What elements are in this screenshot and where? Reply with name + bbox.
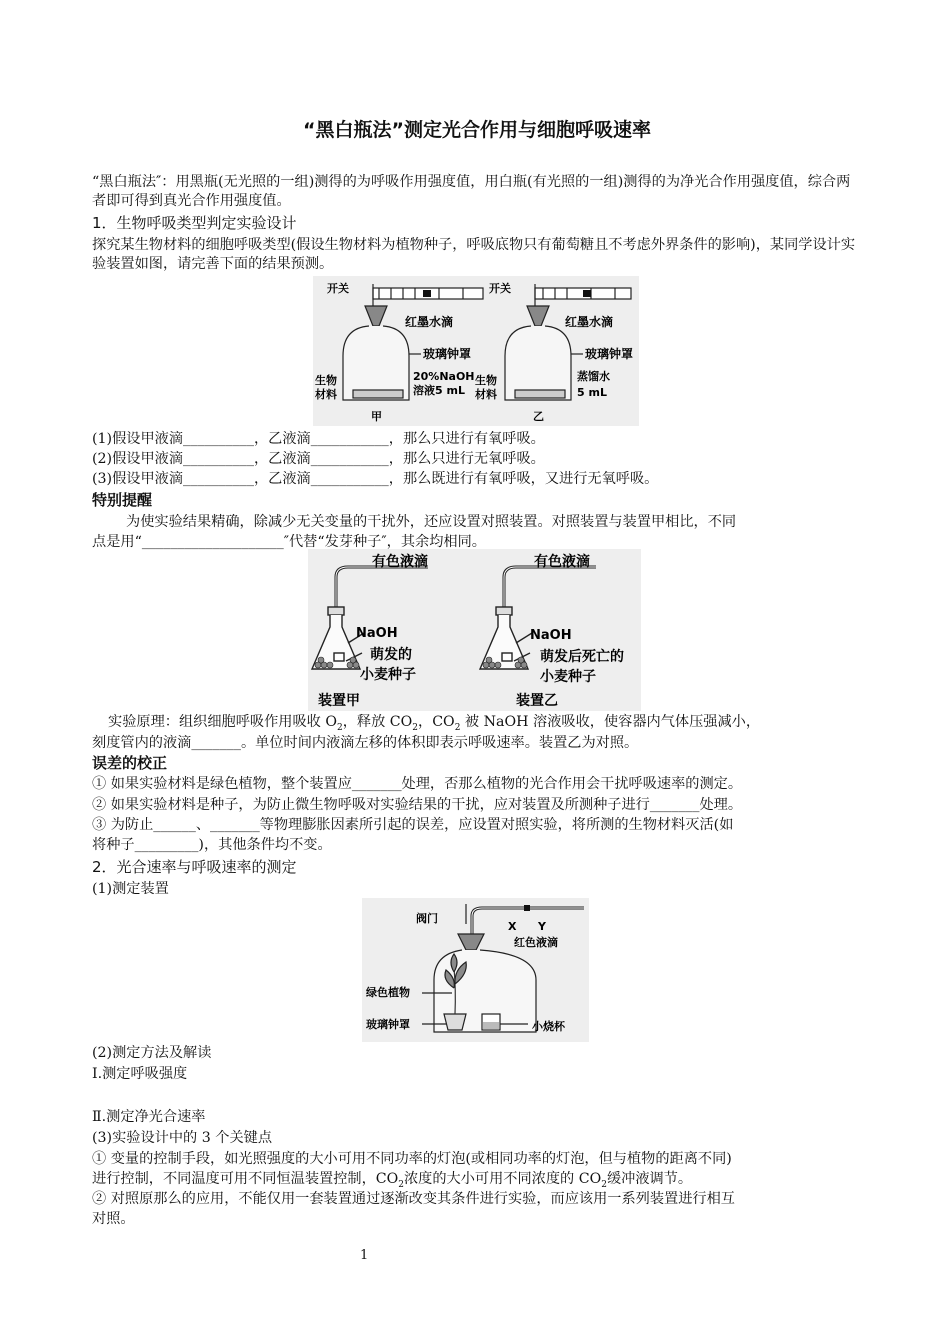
colored-drop-label-jia: 有色液滴 bbox=[372, 554, 428, 570]
error-item-3b: 将种子_________)，其他条件均不变。 bbox=[92, 837, 332, 853]
section2-heading: 2．光合速率与呼吸速率的测定 bbox=[92, 858, 297, 876]
principle-line-2: 刻度管内的液滴_______。单位时间内液滴左移的体积即表示呼吸速率。装置乙为对照。 bbox=[92, 735, 639, 751]
red-drop-label-jia: 红墨水滴 bbox=[405, 315, 454, 329]
o2-subscript: 2 bbox=[336, 722, 343, 733]
red-drop-marker-yi bbox=[583, 290, 591, 297]
switch-label-jia: 开关 bbox=[327, 282, 349, 295]
error-item-2: ② 如果实验材料是种子，为防止微生物呼吸对实验结果的干扰，应对装置及所测种子进行_______处理。 bbox=[92, 797, 743, 813]
page-title: “黑白瓶法”测定光合作用与细胞呼吸速率 bbox=[303, 119, 651, 141]
error-heading: 误差的校正 bbox=[92, 754, 168, 772]
key-point-2a: ② 对照原那么的应用，不能仅用一套装置通过逐渐改变其条件进行实验，而应该用一系列装置进行相互 bbox=[92, 1191, 735, 1207]
green-plant-label: 绿色植物 bbox=[366, 986, 410, 999]
valve-label: 阀门 bbox=[416, 912, 438, 925]
bell-jar-label: 玻璃钟罩 bbox=[366, 1018, 410, 1031]
naoh-label-jia: NaOH bbox=[356, 626, 398, 641]
key-point-1b-text-c: 缓冲液调节。 bbox=[606, 1171, 693, 1187]
germinated-seed-label-2: 小麦种子 bbox=[360, 667, 416, 683]
tips-heading: 特别提醒 bbox=[92, 491, 153, 509]
error-item-3a: ③ 为防止______、_______等物理膨胀因素所引起的误差，应设置对照实验，将所测的生物材料灭活(如 bbox=[92, 817, 734, 833]
red-drop-marker-jia bbox=[423, 290, 431, 297]
germinated-seed-label-1: 萌发的 bbox=[370, 647, 412, 663]
co2-subscript-1: 2 bbox=[412, 722, 418, 733]
label-jia: 甲 bbox=[371, 410, 382, 423]
bell-jar-label-jia: 玻璃钟罩 bbox=[423, 347, 472, 361]
section2-sub1: (1)测定装置 bbox=[92, 881, 169, 897]
bio-material-label-jia-2: 材料 bbox=[315, 388, 337, 401]
water-label-1: 蒸馏水 bbox=[577, 370, 610, 383]
y-label: Y bbox=[538, 920, 546, 933]
principle-text-d: 被 NaOH 溶液吸收，使容器内气体压强减小， bbox=[460, 714, 761, 730]
co2-subscript-3: 2 bbox=[398, 1179, 404, 1190]
bio-material-label-yi-1: 生物 bbox=[475, 374, 497, 387]
section2-sub3: (3)实验设计中的 3 个关键点 bbox=[92, 1130, 273, 1146]
section1-description: 探究某生物材料的细胞呼吸类型(假设生物材料为植物种子，呼吸底物只有葡萄糖且不考虑外界条件的影响)，某同学设计实验装置如图，请完善下面的结果预测。 bbox=[92, 237, 856, 272]
red-liquid-drop-label: 红色液滴 bbox=[514, 936, 558, 949]
key-point-1a: ① 变量的控制手段，如光照强度的大小可用不同功率的灯泡(或相同功率的灯泡，但与植物的距离不同) bbox=[92, 1151, 732, 1167]
colored-drop-label-yi: 有色液滴 bbox=[534, 554, 590, 570]
key-point-2b: 对照。 bbox=[92, 1211, 135, 1227]
co2-subscript-2: 2 bbox=[454, 722, 461, 733]
dead-seed-label-1: 萌发后死亡的 bbox=[540, 649, 624, 665]
label-yi: 乙 bbox=[533, 410, 544, 423]
dead-seed-label-2: 小麦种子 bbox=[540, 669, 596, 685]
respiration-apparatus-figure bbox=[313, 276, 639, 426]
device-yi-label: 装置乙 bbox=[516, 693, 558, 709]
measure-respiration: Ⅰ.测定呼吸强度 bbox=[92, 1066, 188, 1082]
naoh-label-1: 20%NaOH bbox=[413, 370, 475, 383]
bio-material-label-jia-1: 生物 bbox=[315, 374, 337, 387]
key-point-1b-text-a: 进行控制，不同温度可用不同恒温装置控制，CO bbox=[92, 1171, 399, 1187]
device-jia-label: 装置甲 bbox=[318, 693, 360, 709]
section1-heading: 1．生物呼吸类型判定实验设计 bbox=[92, 214, 297, 232]
naoh-label-yi: NaOH bbox=[530, 628, 572, 643]
question-1: (1)假设甲液滴__________，乙液滴___________，那么只进行有氧呼吸。 bbox=[92, 431, 545, 447]
error-item-1: ① 如果实验材料是绿色植物，整个装置应_______处理，否那么植物的光合作用会干扰呼吸速率的测定。 bbox=[92, 776, 743, 792]
tips-text-2: 点是用“____________________″代替“发芽种子″，其余均相同。 bbox=[92, 534, 486, 550]
naoh-label-2: 溶液5 mL bbox=[413, 384, 465, 397]
question-3: (3)假设甲液滴__________，乙液滴___________，那么既进行有氧呼吸，又进行无氧呼吸。 bbox=[92, 471, 659, 487]
bio-material-label-yi-2: 材料 bbox=[475, 388, 497, 401]
measure-net-photosynthesis: Ⅱ.测定净光合速率 bbox=[92, 1109, 206, 1125]
section2-sub2: (2)测定方法及解读 bbox=[92, 1045, 212, 1061]
intro-paragraph: “黑白瓶法″：用黑瓶(无光照的一组)测得的为呼吸作用强度值，用白瓶(有光照的一组)测得的为净光合作用强度值，综合两者即可得到真光合作用强度值。 bbox=[92, 174, 851, 209]
red-liquid-drop-marker bbox=[524, 905, 530, 911]
photosynthesis-apparatus-figure bbox=[362, 898, 589, 1042]
principle-text-c: ，CO bbox=[418, 714, 455, 730]
tips-text-1: 为使实验结果精确，除减少无关变量的干扰外，还应设置对照装置。对照装置与装置甲相比，不同 bbox=[126, 514, 737, 530]
small-beaker-label: 小烧杯 bbox=[532, 1020, 565, 1033]
key-point-1b-text-b: 浓度的大小可用不同浓度的 CO bbox=[403, 1171, 602, 1187]
switch-label-yi: 开关 bbox=[489, 282, 511, 295]
red-drop-label-yi: 红墨水滴 bbox=[565, 315, 614, 329]
principle-text-a: 实验原理：组织细胞呼吸作用吸收 O bbox=[108, 714, 337, 730]
water-label-2: 5 mL bbox=[577, 386, 607, 399]
page-number: 1 bbox=[360, 1248, 369, 1263]
co2-subscript-4: 2 bbox=[601, 1179, 607, 1190]
flask-apparatus-figure bbox=[308, 549, 641, 711]
bell-jar-label-yi: 玻璃钟罩 bbox=[585, 347, 634, 361]
principle-text-b: ，释放 CO bbox=[342, 714, 413, 730]
question-2: (2)假设甲液滴__________，乙液滴___________，那么只进行无氧呼吸。 bbox=[92, 451, 545, 467]
x-label: X bbox=[508, 920, 517, 933]
